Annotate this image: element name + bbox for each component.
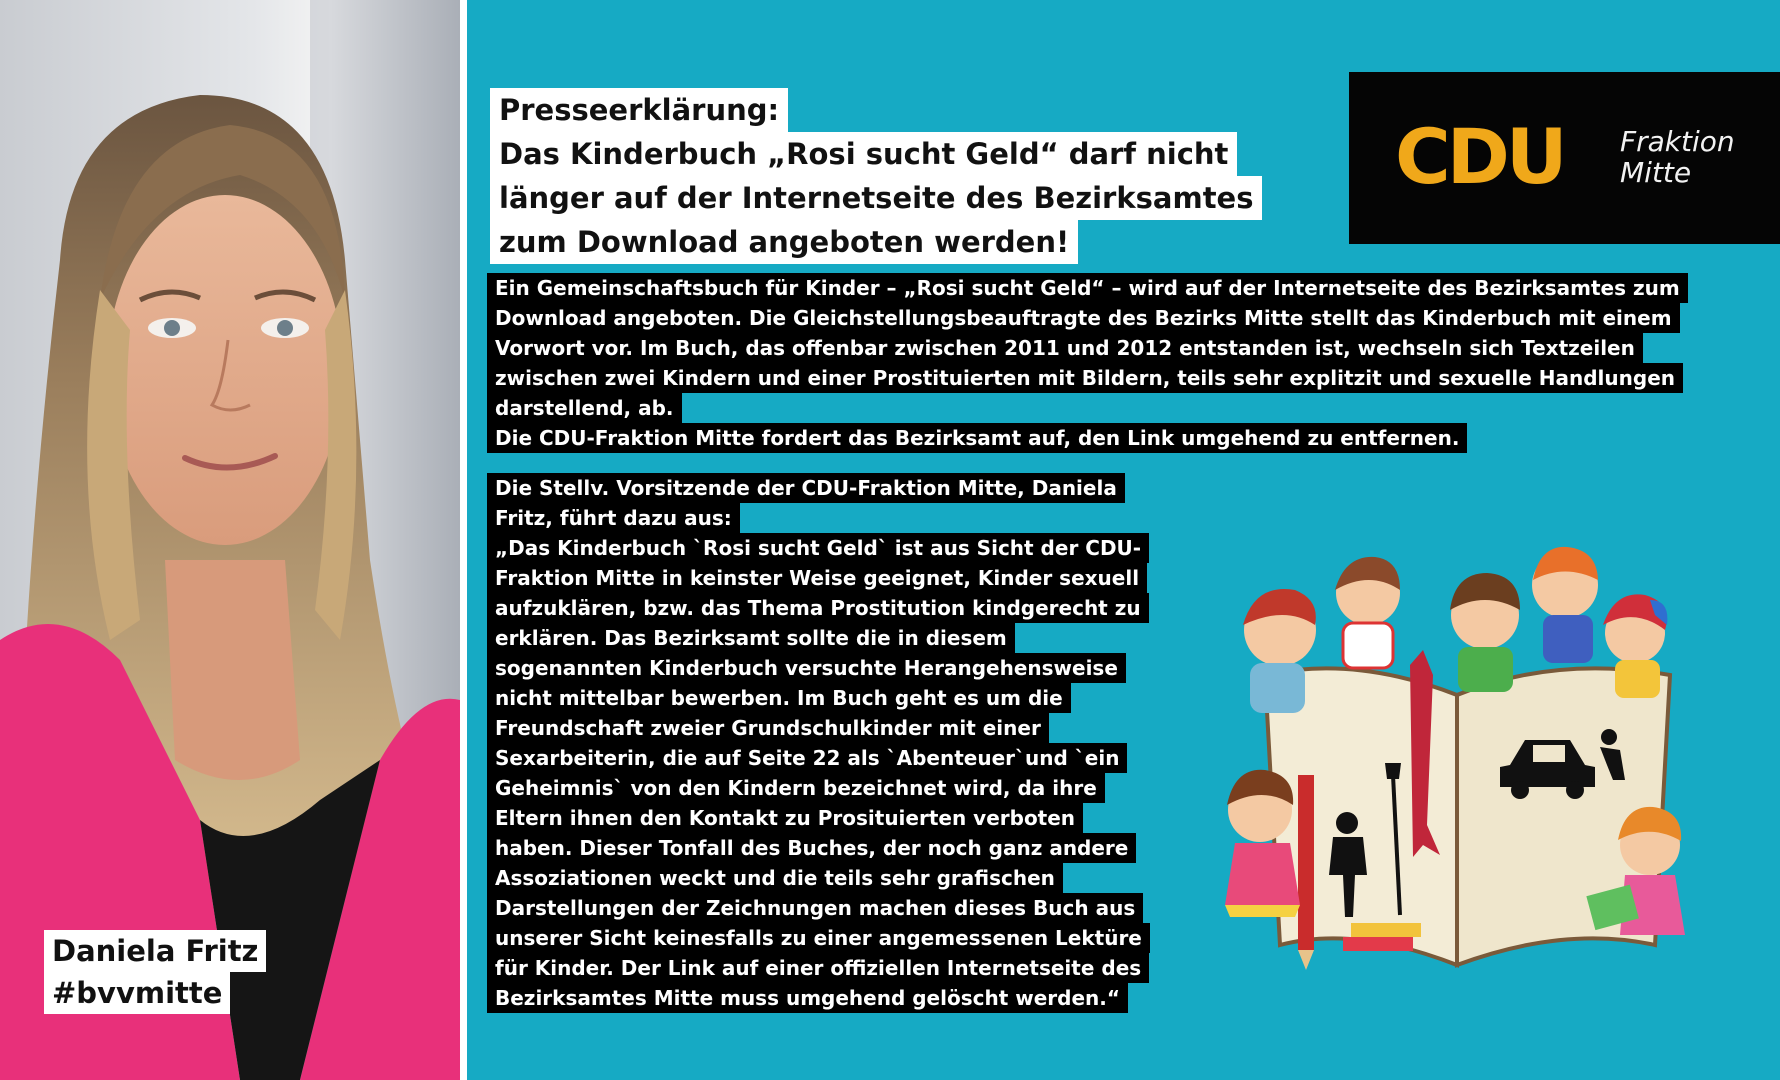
intro-line: zwischen zwei Kindern und einer Prostituierten mit Bildern, teils sehr explitzit und sexuelle Handlungen bbox=[487, 363, 1683, 393]
quote-line: für Kinder. Der Link auf einer offiziellen Internetseite des bbox=[487, 953, 1149, 983]
hashtag: #bvvmitte bbox=[44, 972, 230, 1014]
intro-line: Die CDU-Fraktion Mitte fordert das Bezirksamt auf, den Link umgehend zu entfernen. bbox=[487, 423, 1467, 453]
intro-line: Download angeboten. Die Gleichstellungsbeauftragte des Bezirks Mitte stellt das Kinderbuch mit einem bbox=[487, 303, 1680, 333]
portrait-illustration bbox=[0, 0, 460, 1080]
kid-top-center bbox=[1335, 557, 1400, 668]
quote-line: Fraktion Mitte in keinster Weise geeignet, Kinder sexuell bbox=[487, 563, 1147, 593]
book-illustration bbox=[1195, 545, 1715, 990]
quote-text bbox=[487, 473, 1150, 1013]
quote-line: haben. Dieser Tonfall des Buches, der noch ganz andere bbox=[487, 833, 1136, 863]
headline bbox=[490, 88, 1262, 264]
quote-line: Darstellungen der Zeichnungen machen dieses Buch aus bbox=[487, 893, 1143, 923]
logo-brand: CDU bbox=[1395, 112, 1564, 201]
quote-line: sogenannten Kinderbuch versuchte Herangehensweise bbox=[487, 653, 1126, 683]
quote-line: erklären. Das Bezirksamt sollte die in diesem bbox=[487, 623, 1015, 653]
quote-line: Bezirksamtes Mitte muss umgehend gelöscht werden.“ bbox=[487, 983, 1128, 1013]
portrait-caption bbox=[44, 930, 266, 1014]
divider bbox=[460, 0, 467, 1080]
headline-line: zum Download angeboten werden! bbox=[490, 220, 1078, 264]
kid-top-middle bbox=[1450, 573, 1520, 692]
headline-line: Das Kinderbuch „Rosi sucht Geld“ darf nicht bbox=[490, 132, 1237, 176]
headline-line: Presseerklärung: bbox=[490, 88, 788, 132]
quote-line: nicht mittelbar bewerben. Im Buch geht es um die bbox=[487, 683, 1071, 713]
quote-line: Die Stellv. Vorsitzende der CDU-Fraktion Mitte, Daniela bbox=[487, 473, 1125, 503]
quote-line: Freundschaft zweier Grundschulkinder mit einer bbox=[487, 713, 1049, 743]
quote-line: Fritz, führt dazu aus: bbox=[487, 503, 740, 533]
person-name: Daniela Fritz bbox=[44, 930, 266, 972]
kids-reading-book-illustration bbox=[1195, 545, 1715, 990]
logo-subtitle bbox=[1620, 126, 1735, 188]
intro-line: Vorwort vor. Im Buch, das offenbar zwischen 2011 und 2012 entstanden ist, wechseln sich Textzeilen bbox=[487, 333, 1643, 363]
quote-line: aufzuklären, bzw. das Thema Prostitution kindgerecht zu bbox=[487, 593, 1149, 623]
portrait-photo bbox=[0, 0, 460, 1080]
kid-bottom-left bbox=[1225, 770, 1300, 917]
quote-line: Sexarbeiterin, die auf Seite 22 als `Abenteuer`und `ein bbox=[487, 743, 1127, 773]
quote-line: Geheimnis` von den Kindern bezeichnet wird, da ihre bbox=[487, 773, 1105, 803]
logo-sub1: Fraktion bbox=[1620, 125, 1735, 158]
logo-sub2: Mitte bbox=[1620, 156, 1692, 189]
headline-line: länger auf der Internetseite des Bezirksamtes bbox=[490, 176, 1262, 220]
intro-text bbox=[487, 273, 1688, 453]
quote-line: unserer Sicht keinesfalls zu einer angemessenen Lektüre bbox=[487, 923, 1150, 953]
quote-line: Assoziationen weckt und die teils sehr grafischen bbox=[487, 863, 1063, 893]
intro-line: darstellend, ab. bbox=[487, 393, 682, 423]
cdu-logo bbox=[1349, 72, 1780, 244]
quote-line: „Das Kinderbuch `Rosi sucht Geld` ist aus Sicht der CDU- bbox=[487, 533, 1149, 563]
intro-line: Ein Gemeinschaftsbuch für Kinder – „Rosi sucht Geld“ – wird auf der Internetseite des Bezirksamtes zum bbox=[487, 273, 1688, 303]
kid-top-right bbox=[1532, 547, 1598, 663]
quote-line: Eltern ihnen den Kontakt zu Prosituierten verboten bbox=[487, 803, 1083, 833]
